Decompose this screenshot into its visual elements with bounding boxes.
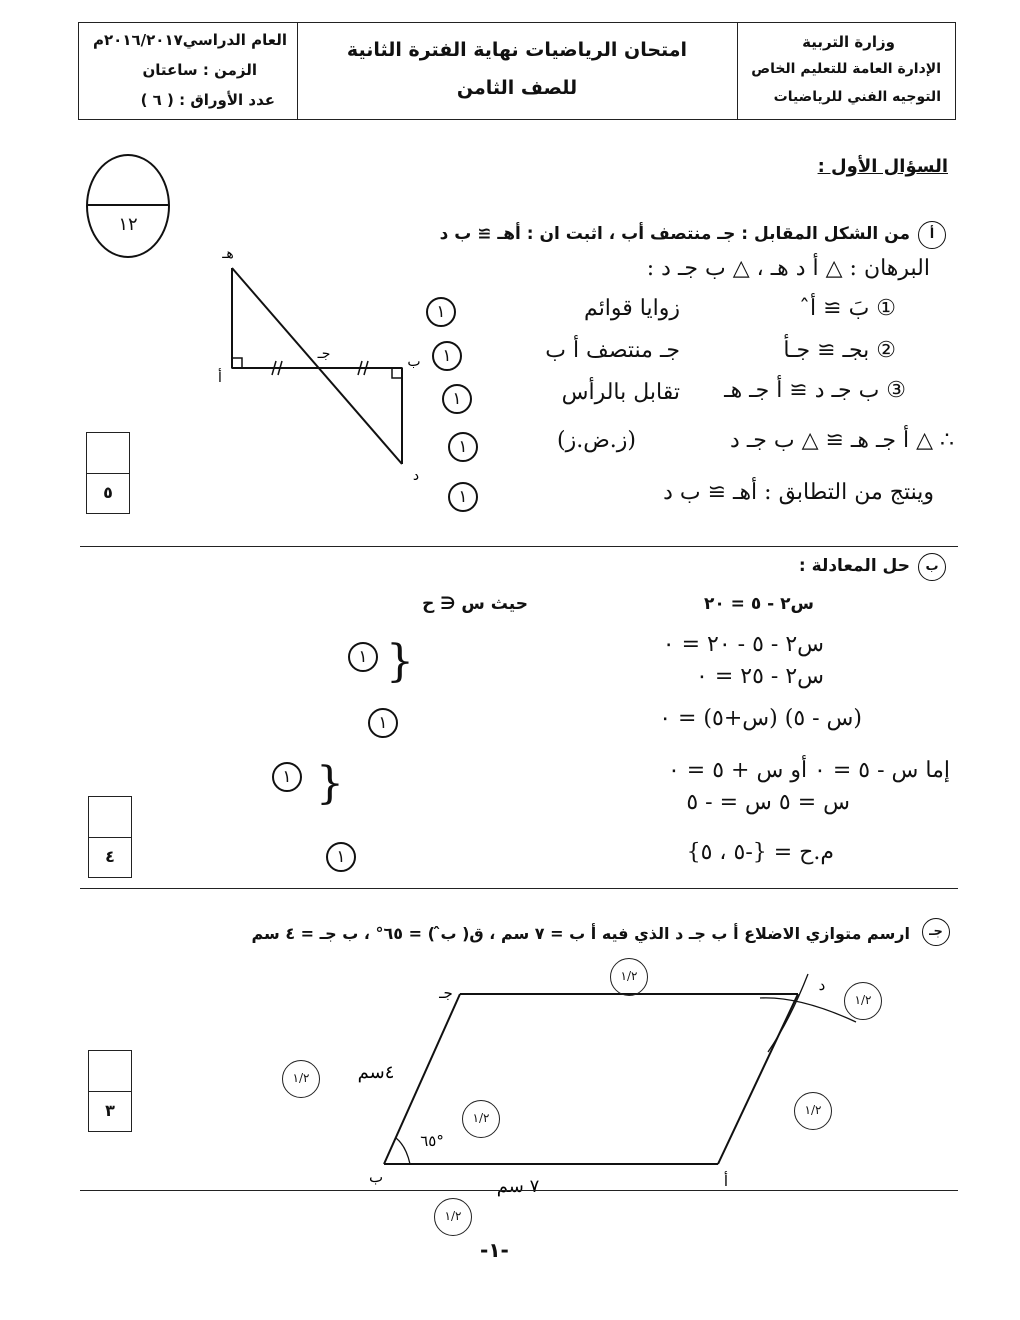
figure-label-d: د — [412, 468, 420, 484]
part-c-prompt: ارسم متوازي الاضلاع أ ب جـ د الذي فيه أ ب = ٧ سم ، ق( ب̂ ) = ٦٥° ، ب جـ = ٤ سم — [251, 924, 910, 943]
equation-condition: حيث س ∈ ح — [422, 594, 528, 614]
side-ad — [718, 994, 798, 1164]
part-c-score: ٣ — [105, 1101, 115, 1120]
proof-step-1-reason: زوايا قوائم — [584, 296, 680, 321]
proof-title: البرهان : △ أ د هـ ، △ ب جـ د : — [646, 256, 930, 281]
solution-line-4: إما س - ٥ = ٠ أو س + ٥ = ٠ — [667, 758, 950, 783]
part-b-prompt: حل المعادلة : — [798, 556, 910, 576]
proof-step-2-statement: ② بجـ ≅ جـأ — [783, 338, 896, 363]
question1-heading: السؤال الأول : — [817, 156, 948, 177]
figure-label-h: هـ — [222, 246, 234, 262]
score-box-top — [89, 797, 131, 838]
half-mark-bottom: ١/٢ — [434, 1198, 472, 1236]
proof-conclusion-statement: ∴ △ أ جـ هـ ≅ △ ب جـ د — [730, 428, 954, 453]
angle-label: ٦٥° — [420, 1132, 444, 1150]
side-label-bj: ٤سم — [357, 1062, 395, 1083]
construction-arc-2 — [760, 998, 856, 1022]
solution-mark-3: ١ — [272, 762, 302, 792]
part-a-score: ٥ — [103, 483, 113, 502]
solution-line-3: (س - ٥) (س+٥) = ٠ — [659, 706, 862, 731]
solution-mark-4: ١ — [326, 842, 356, 872]
exam-title: امتحان الرياضيات نهاية الفترة الثانية — [346, 39, 688, 61]
score-box-top — [89, 1051, 131, 1092]
half-mark-left: ١/٢ — [282, 1060, 320, 1098]
part-c-label: جـ — [922, 918, 950, 946]
solution-line-5: س = ٥ س = - ٥ — [686, 790, 850, 815]
proof-result-statement: وينتج من التطابق : أهـ ≅ ب د — [663, 480, 934, 505]
section-divider-2 — [80, 888, 958, 889]
solution-line-2: س٢ - ٢٥ = ٠ — [696, 664, 824, 689]
header-title-cell — [297, 23, 738, 119]
angle-arc — [396, 1138, 410, 1164]
proof-conclusion-reason: (ز.ض.ز) — [557, 428, 636, 453]
triangle-figure — [200, 240, 440, 500]
solution-mark-1: ١ — [348, 642, 378, 672]
solution-line-1: س٢ - ٥ - ٢٠ = ٠ — [662, 632, 824, 657]
guidance-name: التوجيه الفني للرياضيات — [773, 89, 941, 105]
figure-line-hd — [232, 268, 402, 464]
exam-grade: للصف الثامن — [456, 77, 578, 99]
header-org-cell — [737, 23, 955, 119]
right-angle-a — [232, 358, 242, 368]
solution-brace-2: { — [316, 758, 344, 809]
figure-label-j: جـ — [317, 346, 331, 362]
header-info-cell — [79, 23, 298, 119]
page-count: عدد الأوراق : ( ٦ ) — [140, 91, 275, 109]
vertex-label-b: ب — [368, 1168, 384, 1186]
half-mark-top: ١/٢ — [610, 958, 648, 996]
half-mark-right: ١/٢ — [794, 1092, 832, 1130]
section-divider-3 — [80, 1190, 958, 1191]
exam-header — [78, 22, 956, 120]
equation-text: س٢ - ٥ = ٢٠ — [703, 594, 814, 614]
solution-set: م.ح = {-٥ ، ٥} — [686, 840, 834, 865]
part-b-label: ب — [918, 553, 946, 581]
part-b-score: ٤ — [105, 847, 115, 866]
vertex-label-d: د — [818, 976, 826, 994]
proof-step-2-mark: ١ — [432, 341, 462, 371]
proof-step-2-reason: جـ منتصف أ ب — [545, 338, 680, 363]
vertex-label-a: أ — [723, 1172, 729, 1190]
part-a-prompt: من الشكل المقابل : جـ منتصف أب ، اثبت ان : أهـ ≅ ب د — [439, 224, 910, 244]
oval-divider — [88, 204, 168, 206]
page-number: -١- — [480, 1238, 509, 1262]
part-a-label: أ — [918, 221, 946, 249]
proof-step-3-mark: ١ — [442, 384, 472, 414]
vertex-label-j: جـ — [439, 984, 453, 1002]
ministry-name: وزارة التربية — [802, 33, 895, 51]
part-b-score-box — [88, 796, 132, 878]
academic-year: العام الدراسي٢٠١٦/٢٠١٧م — [93, 31, 287, 49]
proof-step-3-statement: ③ ب جـ د ≅ أ جـ هـ — [724, 378, 906, 403]
department-name: الإدارة العامة للتعليم الخاص — [751, 61, 941, 77]
exam-time: الزمن : ساعتان — [142, 61, 257, 79]
part-c-score-box — [88, 1050, 132, 1132]
total-score-value: ١٢ — [118, 214, 138, 235]
figure-label-b: ب — [407, 354, 421, 370]
part-a-score-box — [86, 432, 130, 514]
solution-brace-1: { — [386, 636, 414, 687]
section-divider-1 — [80, 546, 958, 547]
parallelogram-figure — [260, 960, 900, 1210]
total-score-oval — [86, 154, 170, 258]
right-angle-b — [392, 368, 402, 378]
half-mark-center: ١/٢ — [462, 1100, 500, 1138]
proof-step-3-reason: تقابل بالرأس — [561, 380, 680, 405]
side-label-ab: ٧ سم — [496, 1176, 540, 1197]
proof-step-1-statement: ① بَ ≅ أ̂ — [810, 296, 896, 321]
half-mark-right-top: ١/٢ — [844, 982, 882, 1020]
proof-result-mark: ١ — [448, 482, 478, 512]
solution-mark-2: ١ — [368, 708, 398, 738]
proof-step-1-mark: ١ — [426, 297, 456, 327]
score-box-top — [87, 433, 129, 474]
proof-conclusion-mark: ١ — [448, 432, 478, 462]
figure-label-a: أ — [218, 370, 222, 386]
